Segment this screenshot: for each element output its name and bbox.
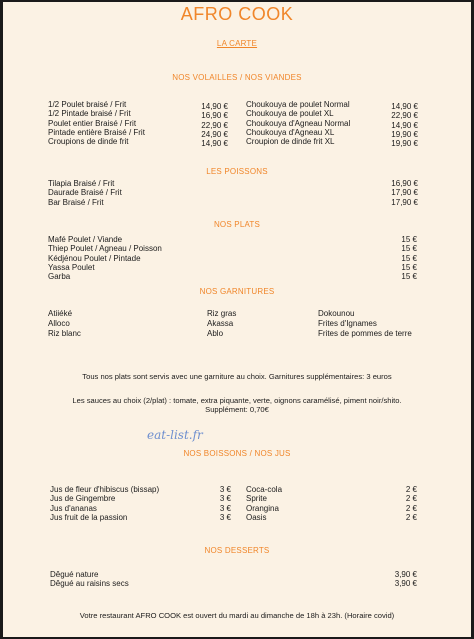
- menu-item-price: 22,90 €: [391, 111, 418, 121]
- menu-item-name: Daurade Braisé / Frit: [48, 188, 122, 198]
- garniture-item: Riz gras: [207, 309, 237, 318]
- boissons-heading: NOS BOISSONS / NOS JUS: [183, 449, 291, 458]
- menu-item-name: Jus fruit de la passion: [50, 512, 128, 522]
- volailles-left-prices: [180, 102, 228, 148]
- menu-item-name: Croupions de dinde frit: [48, 137, 129, 147]
- boissons-left-names: [50, 485, 159, 522]
- menu-item-price: 3 €: [219, 512, 231, 522]
- garniture-item: Ablo: [207, 329, 224, 338]
- opening-hours-note: Votre restaurant AFRO COOK est ouvert du mardi au dimanche de 18h à 23h. (Horaire covid): [79, 611, 395, 620]
- menu-item-name: Sprite: [246, 494, 267, 504]
- restaurant-title: AFRO COOK: [180, 4, 294, 24]
- garniture-item: Alloco: [48, 319, 70, 328]
- desserts-heading: NOS DESSERTS: [204, 546, 270, 555]
- plats-names: [48, 235, 162, 281]
- boissons-left-prices: [205, 485, 231, 522]
- garniture-note: Tous nos plats sont servis avec une garniture au choix. Garnitures supplémentaires: 3 euros: [82, 372, 392, 381]
- top-border: [0, 0, 474, 2]
- menu-item-price: 14,90 €: [391, 102, 418, 111]
- menu-item-name: Jus de fleur d'hibiscus (bissap): [50, 485, 160, 494]
- menu-item-price: 2 €: [405, 503, 417, 513]
- garnitures-col3: [318, 309, 412, 339]
- menu-item-name: Orangina: [246, 503, 279, 513]
- desserts-prices: [370, 570, 417, 589]
- menu-item-price: 15 €: [401, 272, 417, 282]
- menu-item-price: 3 €: [219, 485, 231, 494]
- menu-item-price: 16,90 €: [391, 179, 418, 188]
- menu-item-price: 24,90 €: [201, 129, 228, 139]
- garniture-item: Frites de pommes de terre: [318, 329, 412, 338]
- garniture-item: Akassa: [207, 319, 234, 328]
- menu-item-name: Choukouya d'Agneau XL: [246, 127, 335, 137]
- menu-item-price: 17,90 €: [391, 197, 418, 207]
- menu-item-name: Pintade entière Braisé / Frit: [48, 127, 145, 137]
- menu-item-name: Croupion de dinde frit XL: [246, 137, 335, 147]
- menu-item-name: Oasis: [246, 512, 267, 522]
- menu-item-name: Thiep Poulet / Agneau / Poisson: [48, 244, 162, 254]
- plats-prices: [370, 235, 417, 281]
- garnitures-col1: [48, 309, 81, 339]
- watermark-text: eat-list.fr: [147, 428, 203, 442]
- menu-item-price: 19,90 €: [391, 129, 418, 139]
- menu-item-price: 15 €: [401, 262, 417, 272]
- la-carte-heading: LA CARTE: [216, 39, 258, 48]
- menu-item-name: Dêgué au raisins secs: [50, 579, 129, 589]
- menu-item-name: Choukouya de poulet XL: [246, 109, 334, 119]
- sauces-note: Les sauces au choix (2/plat) : tomate, extra piquante, verte, oignons caramélisé, piment noir/shito.: [72, 396, 402, 405]
- menu-item-price: 15 €: [401, 253, 417, 263]
- menu-item-price: 3,90 €: [394, 579, 417, 589]
- volailles-left-names: [48, 100, 145, 146]
- menu-item-name: Tilapia Braisé / Frit: [48, 179, 115, 188]
- menu-item-name: Choukouya d'Agneau Normal: [246, 118, 351, 128]
- menu-item-name: 1/2 Pintade braisé / Frit: [48, 109, 131, 119]
- garnitures-col2: [207, 309, 236, 339]
- plats-heading: NOS PLATS: [213, 220, 261, 229]
- menu-item-price: 14,90 €: [201, 102, 228, 111]
- menu-item-name: Bar Braisé / Frit: [48, 197, 104, 207]
- garniture-item: Atiiéké: [48, 309, 73, 318]
- menu-item-price: 15 €: [401, 235, 417, 244]
- menu-item-price: 22,90 €: [201, 120, 228, 130]
- desserts-names: [50, 570, 129, 589]
- volailles-right-prices: [370, 102, 418, 148]
- garniture-item: Dokounou: [318, 309, 355, 318]
- menu-item-price: 3 €: [219, 494, 231, 504]
- menu-item-price: 16,90 €: [201, 111, 228, 121]
- poissons-prices: [370, 179, 418, 207]
- menu-item-price: 3,90 €: [394, 570, 417, 579]
- menu-item-name: Mafé Poulet / Viande: [48, 235, 123, 244]
- menu-item-price: 19,90 €: [391, 139, 418, 149]
- menu-item-name: Jus d'ananas: [50, 503, 97, 513]
- boissons-right-prices: [390, 485, 417, 522]
- volailles-heading: NOS VOLAILLES / NOS VIANDES: [172, 73, 302, 82]
- menu-item-price: 14,90 €: [391, 120, 418, 130]
- menu-item-name: Jus de Gingembre: [50, 494, 116, 504]
- volailles-right-names: [246, 100, 350, 146]
- garniture-item: Riz blanc: [48, 329, 81, 338]
- menu-item-name: Garba: [48, 272, 71, 282]
- menu-item-price: 2 €: [405, 512, 417, 522]
- menu-item-name: 1/2 Poulet braisé / Frit: [48, 100, 127, 109]
- poissons-heading: LES POISSONS: [206, 167, 268, 176]
- menu-item-price: 3 €: [219, 503, 231, 513]
- boissons-right-names: [246, 485, 282, 522]
- menu-item-price: 2 €: [405, 494, 417, 504]
- menu-item-price: 2 €: [405, 485, 417, 494]
- menu-item-name: Dêgué nature: [50, 570, 99, 579]
- menu-item-price: 14,90 €: [201, 139, 228, 149]
- garniture-item: Frites d'Ignames: [318, 319, 377, 328]
- menu-item-name: Yassa Poulet: [48, 262, 95, 272]
- left-border: [0, 0, 3, 639]
- menu-item-name: Coca-cola: [246, 485, 283, 494]
- menu-item-price: 15 €: [401, 244, 417, 254]
- garnitures-heading: NOS GARNITURES: [199, 287, 275, 296]
- menu-item-name: Poulet entier Braisé / Frit: [48, 118, 137, 128]
- poissons-names: [48, 179, 122, 207]
- menu-item-price: 17,90 €: [391, 188, 418, 198]
- menu-item-name: Kédjénou Poulet / Pintade: [48, 253, 141, 263]
- menu-item-name: Choukouya de poulet Normal: [246, 100, 350, 109]
- supplement-note: Supplément: 0,70€: [205, 405, 269, 414]
